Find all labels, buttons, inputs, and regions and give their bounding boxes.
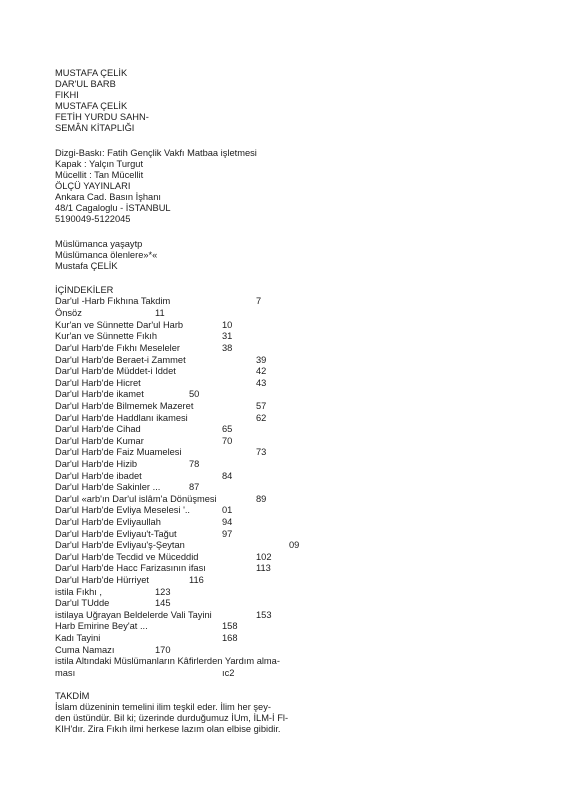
book-title-line-1: DAR'UL BARB xyxy=(55,79,116,89)
toc-entry-page: 102 xyxy=(256,552,272,562)
toc-entry-page: 113 xyxy=(256,563,271,573)
toc-entry-page: 97 xyxy=(222,529,233,539)
author-name: MUSTAFA ÇELİK xyxy=(55,68,128,78)
series-line-1: FETİH YURDU SAHN- xyxy=(55,112,149,122)
book-title-line-2: FIKHI xyxy=(55,90,79,100)
toc-entry-title: Dar'ul Harb'de Evliya Meselesi '.. xyxy=(55,505,191,515)
toc-entry-title: Dar'ul Harb'de ibadet xyxy=(55,471,142,481)
toc-entry-page: 50 xyxy=(189,389,200,399)
toc-entry-title: Dar'ul Harb'de Hacc Farizasının ifası xyxy=(55,563,206,573)
toc-entry-title: Önsöz xyxy=(55,308,82,318)
toc-entry-title: Dar'ul Harb'de Kumar xyxy=(55,436,144,446)
toc-entry-page: 09 xyxy=(289,540,300,550)
takdim-paragraph-line: den üstündür. Bil ki; üzerinde durduğumuz İUm, İLM-İ Fl- xyxy=(55,713,289,723)
toc-entry-title: Dar'ul Harb'de Sakinler ... xyxy=(55,482,161,492)
toc-entry-page: 43 xyxy=(256,378,267,388)
toc-entry-title: Dar'ul Harb'de Hizib xyxy=(55,459,138,469)
imprint-cover: Kapak : Yalçın Turgut xyxy=(55,159,144,169)
toc-entry-page: 87 xyxy=(189,482,200,492)
toc-entry-page: 94 xyxy=(222,517,233,527)
publisher-address-1: Ankara Cad. Basın İşhanı xyxy=(55,192,161,202)
toc-entry-title: Dar'ul -Harb Fıkhına Takdim xyxy=(55,296,171,306)
toc-entry-title: Dar'ul Harb'de Tecdid ve Müceddid xyxy=(55,552,199,562)
toc-entry-page: 42 xyxy=(256,366,267,376)
toc-entry-page: 31 xyxy=(222,331,233,341)
author-name-repeat: MUSTAFA ÇELİK xyxy=(55,101,128,111)
toc-entry-title: Kadı Tayini xyxy=(55,633,101,643)
toc-entry-title: Dar'ul «arb'ın Dar'ul islâm'a Dönüşmesi xyxy=(55,494,217,504)
dedication-signature: Mustafa ÇELİK xyxy=(55,261,118,271)
publisher-address-2: 48/1 Cagaloglu - İSTANBUL xyxy=(55,203,171,213)
toc-entry-title: Dar'ul Harb'de Haddlanı ikamesi xyxy=(55,413,188,423)
toc-entry-page: 170 xyxy=(155,645,171,655)
toc-entry-page: 38 xyxy=(222,343,233,353)
toc-entry-title: Dar'ul Harb'de Beraet-i Zammet xyxy=(55,355,186,365)
toc-entry-title: Dar'ul TUdde xyxy=(55,598,110,608)
toc-entry-page: 65 xyxy=(222,424,233,434)
toc-entry-title: Dar'ul Harb'de Evliyau'ş-Şeytan xyxy=(55,540,185,550)
imprint-printing: Dizgi-Baskı: Fatih Gençlik Vakfı Matbaa işletmesi xyxy=(55,148,257,158)
toc-entry-title: Dar'ul Harb'de Fıkhı Meseleler xyxy=(55,343,180,353)
toc-entry-page: 39 xyxy=(256,355,267,365)
dedication-line-1: Müslümanca yaşaytp xyxy=(55,239,143,249)
toc-entry-page: ıc2 xyxy=(222,668,235,678)
toc-entry-page: 84 xyxy=(222,471,233,481)
toc-entry-page: 70 xyxy=(222,436,233,446)
toc-entry-page: 01 xyxy=(222,505,233,515)
toc-entry-page: 153 xyxy=(256,610,272,620)
toc-entry-title: Harb Emirine Bey'at ... xyxy=(55,621,148,631)
takdim-paragraph-line: KIH'dır. Zira Fıkıh ilmi herkese lazım olan elbise gibidir. xyxy=(55,724,281,734)
toc-entry-title: Kur'an ve Sünnette Dar'ul Harb xyxy=(55,320,184,330)
publisher-name: ÖLÇÜ YAYINLARI xyxy=(55,181,131,191)
toc-entry-page: 145 xyxy=(155,598,171,608)
toc-heading: İÇİNDEKİLER xyxy=(55,285,114,295)
toc-entry-title: Dar'ul Harb'de Cihad xyxy=(55,424,141,434)
toc-entry-page: 168 xyxy=(222,633,238,643)
toc-entry-title: Dar'ul Harb'de Evliyau't-Tağut xyxy=(55,529,177,539)
toc-entry-page: 89 xyxy=(256,494,267,504)
toc-entry-page: 11 xyxy=(155,308,165,318)
toc-entry-title: istila Altındaki Müslümanların Kâfirlerden Yardım alma- xyxy=(55,656,280,666)
toc-entry-title: Dar'ul Harb'de Hicret xyxy=(55,378,141,388)
toc-entry-page: 62 xyxy=(256,413,267,423)
toc-entry-title: Dar'ul Harb'de Hürriyet xyxy=(55,575,149,585)
series-line-2: SEMÂN KİTAPLIĞI xyxy=(55,123,135,133)
toc-entry-title: ması xyxy=(55,668,76,678)
toc-entry-page: 78 xyxy=(189,459,200,469)
toc-entry-title: Kur'an ve Sünnette Fıkıh xyxy=(55,331,158,341)
toc-entry-title: Dar'ul Harb'de ikamet xyxy=(55,389,144,399)
toc-entry-title: istilaya Uğrayan Beldelerde Vali Tayini xyxy=(55,610,212,620)
toc-entry-title: istila Fıkhı , xyxy=(55,587,103,597)
toc-entry-page: 73 xyxy=(256,447,267,457)
takdim-heading: TAKDİM xyxy=(55,691,90,701)
toc-entry-page: 123 xyxy=(155,587,171,597)
toc-entry-title: Dar'ul Harb'de Evliyaullah xyxy=(55,517,161,527)
takdim-paragraph-line: İslam düzeninin temelini ilim teşkil eder. İlim her şey- xyxy=(55,702,271,712)
toc-entry-page: 158 xyxy=(222,621,238,631)
publisher-phone: 5190049-5122045 xyxy=(55,214,131,224)
toc-entry-page: 116 xyxy=(189,575,204,585)
toc-entry-title: Dar'ul Harb'de Müddet-i Iddet xyxy=(55,366,176,376)
toc-entry-page: 57 xyxy=(256,401,267,411)
toc-entry-page: 7 xyxy=(256,296,262,306)
imprint-binding: Mücellit : Tan Mücellit xyxy=(55,170,144,180)
toc-entry-title: Dar'ul Harb'de Faiz Muamelesi xyxy=(55,447,182,457)
dedication-line-2: Müslümanca ölenlere»*« xyxy=(55,250,158,260)
toc-entry-title: Dar'ul Harb'de Bilmemek Mazeret xyxy=(55,401,194,411)
toc-entry-title: Cuma Namazı xyxy=(55,645,115,655)
toc-entry-page: 10 xyxy=(222,320,233,330)
